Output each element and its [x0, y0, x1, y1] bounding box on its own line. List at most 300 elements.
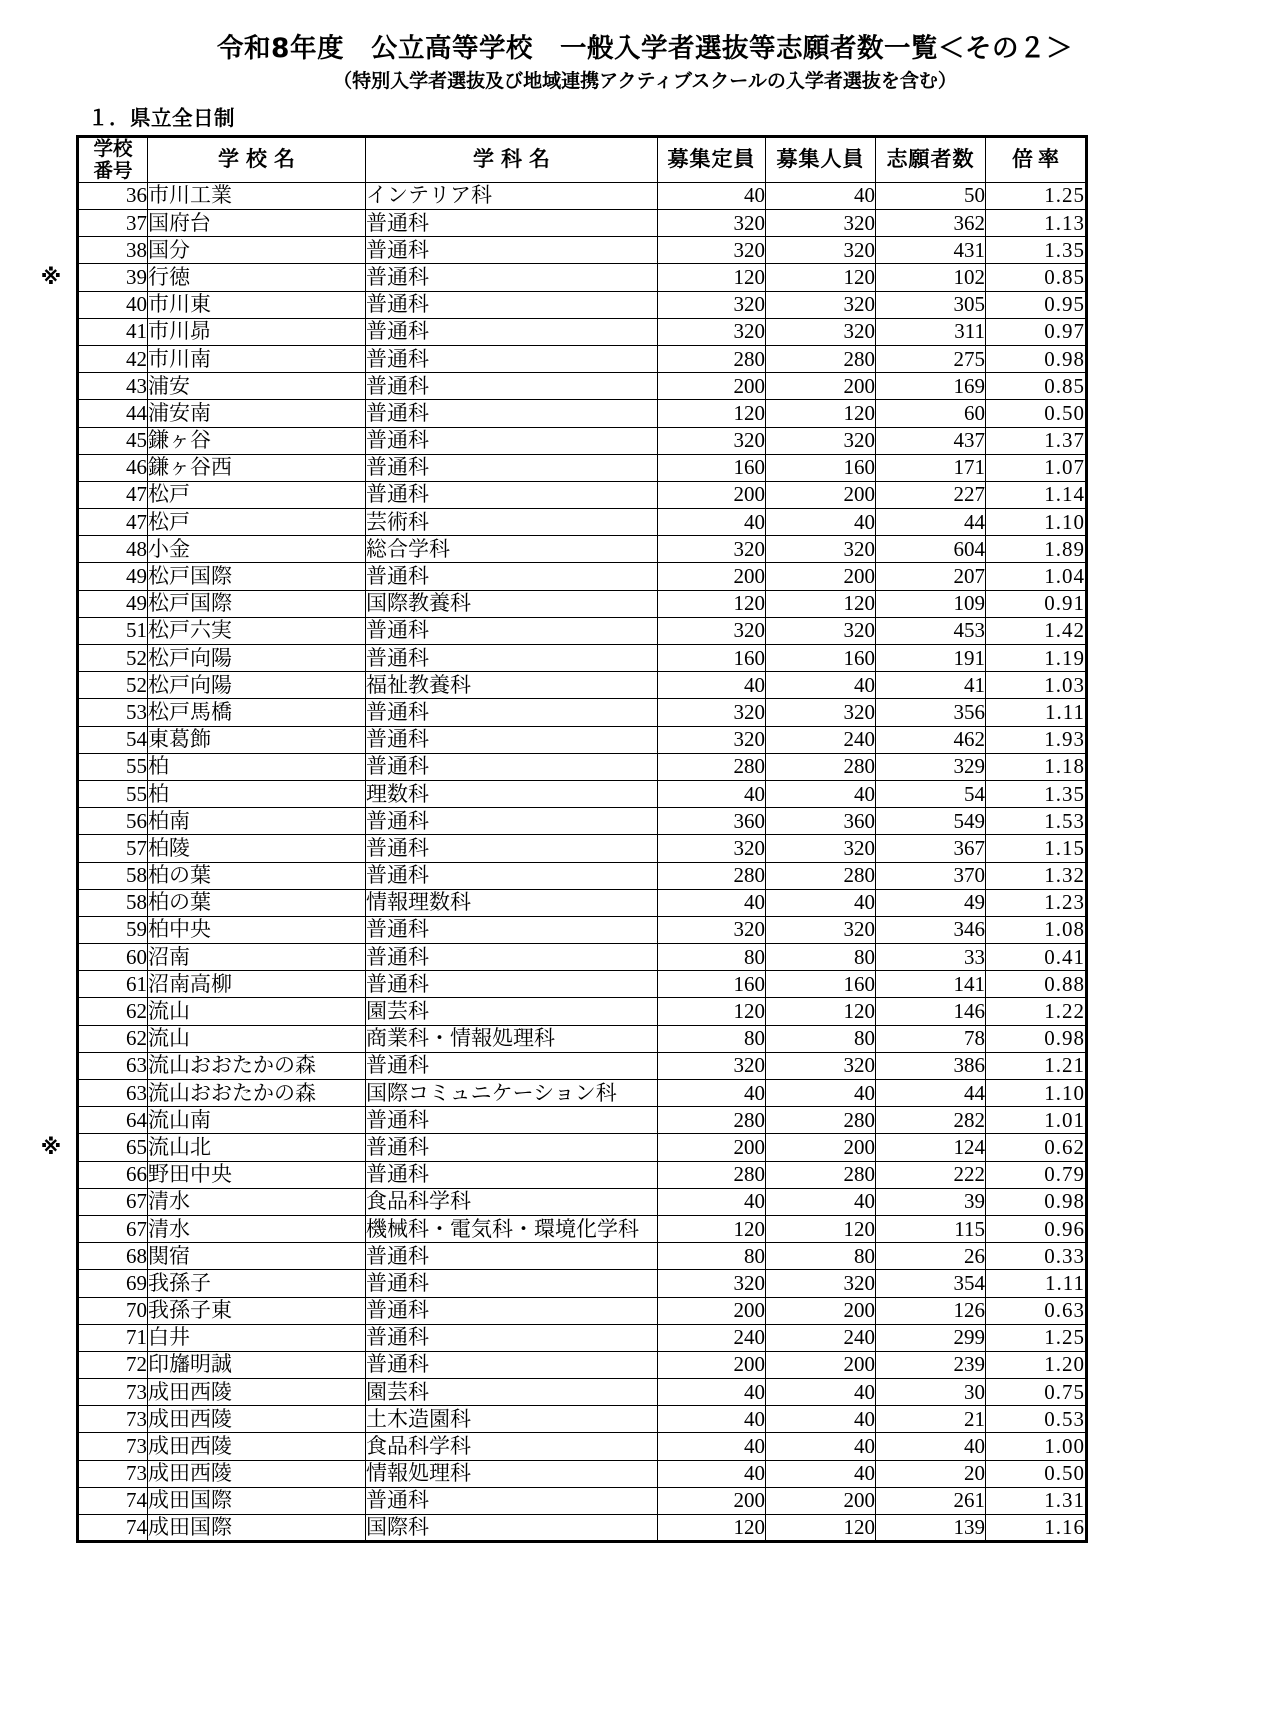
table-row	[78, 400, 1087, 427]
cell-dept: 普通科	[366, 264, 658, 291]
cell-capacity: 120	[766, 264, 876, 291]
column-header-ratio: 倍率	[986, 137, 1087, 183]
cell-school: 流山	[148, 998, 366, 1025]
table-row	[78, 1460, 1087, 1487]
cell-capacity: 320	[766, 916, 876, 943]
cell-capacity: 40	[766, 1379, 876, 1406]
cell-quota: 160	[658, 971, 766, 998]
cell-ratio: 1.19	[986, 645, 1087, 672]
cell-quota: 120	[658, 264, 766, 291]
cell-school: 沼南高柳	[148, 971, 366, 998]
cell-no: 47	[78, 509, 148, 536]
cell-school: 成田西陵	[148, 1406, 366, 1433]
cell-school: 流山おおたかの森	[148, 1052, 366, 1079]
cell-applicants: 386	[876, 1052, 986, 1079]
cell-quota: 320	[658, 318, 766, 345]
cell-ratio: 1.13	[986, 210, 1087, 237]
cell-capacity: 120	[766, 400, 876, 427]
cell-dept: 普通科	[366, 617, 658, 644]
cell-ratio: 1.35	[986, 237, 1087, 264]
cell-capacity: 200	[766, 1351, 876, 1378]
cell-dept: 普通科	[366, 862, 658, 889]
cell-ratio: 1.20	[986, 1351, 1087, 1378]
cell-dept: 国際教養科	[366, 590, 658, 617]
applicants-table	[76, 135, 1088, 1543]
cell-applicants: 33	[876, 944, 986, 971]
cell-school: 東葛飾	[148, 726, 366, 753]
cell-dept: 普通科	[366, 808, 658, 835]
cell-ratio: 1.37	[986, 427, 1087, 454]
cell-dept: 理数科	[366, 780, 658, 807]
cell-no: 58	[78, 862, 148, 889]
cell-capacity: 240	[766, 726, 876, 753]
cell-school: 成田西陵	[148, 1433, 366, 1460]
cell-no: 63	[78, 1052, 148, 1079]
table-row	[78, 373, 1087, 400]
cell-applicants: 191	[876, 645, 986, 672]
cell-school: 市川東	[148, 291, 366, 318]
cell-no: 59	[78, 916, 148, 943]
cell-dept: 普通科	[366, 944, 658, 971]
cell-school: 小金	[148, 536, 366, 563]
cell-quota: 320	[658, 916, 766, 943]
cell-dept: 食品科学科	[366, 1188, 658, 1215]
cell-capacity: 240	[766, 1324, 876, 1351]
cell-applicants: 102	[876, 264, 986, 291]
cell-school: 国府台	[148, 210, 366, 237]
table-row	[78, 1080, 1087, 1107]
cell-no: 72	[78, 1351, 148, 1378]
cell-no: 44	[78, 400, 148, 427]
table-row	[78, 1107, 1087, 1134]
cell-school: 行徳	[148, 264, 366, 291]
title-block	[0, 34, 1280, 94]
cell-applicants: 305	[876, 291, 986, 318]
cell-ratio: 0.63	[986, 1297, 1087, 1324]
cell-dept: 普通科	[366, 427, 658, 454]
cell-ratio: 1.07	[986, 454, 1087, 481]
cell-dept: 普通科	[366, 291, 658, 318]
cell-no: 49	[78, 590, 148, 617]
cell-school: 野田中央	[148, 1161, 366, 1188]
cell-applicants: 362	[876, 210, 986, 237]
cell-school: 柏陵	[148, 835, 366, 862]
cell-no: 69	[78, 1270, 148, 1297]
cell-ratio: 1.23	[986, 889, 1087, 916]
cell-dept: 情報処理科	[366, 1460, 658, 1487]
cell-school: 成田西陵	[148, 1379, 366, 1406]
cell-dept: 普通科	[366, 481, 658, 508]
cell-applicants: 207	[876, 563, 986, 590]
cell-ratio: 1.08	[986, 916, 1087, 943]
cell-applicants: 44	[876, 509, 986, 536]
cell-capacity: 320	[766, 237, 876, 264]
cell-dept: 普通科	[366, 835, 658, 862]
cell-dept: 普通科	[366, 1107, 658, 1134]
cell-applicants: 171	[876, 454, 986, 481]
cell-no: 53	[78, 699, 148, 726]
cell-ratio: 1.21	[986, 1052, 1087, 1079]
cell-no: 62	[78, 1025, 148, 1052]
cell-no: 48	[78, 536, 148, 563]
table-row	[78, 182, 1087, 209]
cell-no: 55	[78, 753, 148, 780]
cell-no: 65	[78, 1134, 148, 1161]
cell-ratio: 0.98	[986, 1025, 1087, 1052]
table-row	[78, 1351, 1087, 1378]
table-row	[78, 1134, 1087, 1161]
table-row	[78, 210, 1087, 237]
table-row	[78, 590, 1087, 617]
cell-applicants: 40	[876, 1433, 986, 1460]
table-row	[78, 916, 1087, 943]
cell-quota: 320	[658, 1270, 766, 1297]
cell-quota: 80	[658, 1025, 766, 1052]
cell-dept: 普通科	[366, 726, 658, 753]
cell-dept: 普通科	[366, 237, 658, 264]
cell-applicants: 115	[876, 1215, 986, 1242]
cell-ratio: 1.04	[986, 563, 1087, 590]
cell-no: 62	[78, 998, 148, 1025]
cell-dept: 普通科	[366, 210, 658, 237]
cell-dept: 園芸科	[366, 1379, 658, 1406]
cell-ratio: 0.88	[986, 971, 1087, 998]
table-row	[78, 617, 1087, 644]
cell-ratio: 1.03	[986, 672, 1087, 699]
cell-no: 38	[78, 237, 148, 264]
cell-applicants: 60	[876, 400, 986, 427]
cell-school: 松戸国際	[148, 590, 366, 617]
cell-capacity: 320	[766, 835, 876, 862]
table-row	[78, 1188, 1087, 1215]
cell-dept: 園芸科	[366, 998, 658, 1025]
page-subtitle: （特別入学者選抜及び地域連携アクティブスクールの入学者選抜を含む）	[333, 70, 957, 93]
cell-applicants: 354	[876, 1270, 986, 1297]
cell-school: 柏中央	[148, 916, 366, 943]
table-row	[78, 1324, 1087, 1351]
cell-dept: 普通科	[366, 318, 658, 345]
cell-capacity: 320	[766, 617, 876, 644]
cell-no: 49	[78, 563, 148, 590]
cell-no: 73	[78, 1433, 148, 1460]
cell-ratio: 0.91	[986, 590, 1087, 617]
cell-school: 我孫子東	[148, 1297, 366, 1324]
table-row	[78, 1433, 1087, 1460]
cell-ratio: 1.32	[986, 862, 1087, 889]
header-no-line1: 学校	[93, 137, 133, 161]
cell-school: 柏	[148, 753, 366, 780]
row-note-marker: ※	[40, 264, 62, 289]
cell-ratio: 1.89	[986, 536, 1087, 563]
cell-quota: 40	[658, 1460, 766, 1487]
table-row	[78, 318, 1087, 345]
cell-applicants: 41	[876, 672, 986, 699]
cell-no: 55	[78, 780, 148, 807]
table-row	[78, 264, 1087, 291]
cell-dept: 普通科	[366, 345, 658, 372]
cell-school: 国分	[148, 237, 366, 264]
cell-ratio: 1.35	[986, 780, 1087, 807]
cell-ratio: 0.41	[986, 944, 1087, 971]
cell-applicants: 124	[876, 1134, 986, 1161]
cell-dept: 普通科	[366, 645, 658, 672]
cell-school: 浦安南	[148, 400, 366, 427]
cell-quota: 120	[658, 590, 766, 617]
cell-capacity: 160	[766, 971, 876, 998]
cell-quota: 80	[658, 944, 766, 971]
cell-quota: 200	[658, 563, 766, 590]
cell-school: 市川昴	[148, 318, 366, 345]
table-row	[78, 427, 1087, 454]
cell-applicants: 346	[876, 916, 986, 943]
cell-quota: 120	[658, 1515, 766, 1542]
cell-school: 流山	[148, 1025, 366, 1052]
cell-school: 我孫子	[148, 1270, 366, 1297]
cell-no: 67	[78, 1188, 148, 1215]
cell-applicants: 20	[876, 1460, 986, 1487]
cell-applicants: 282	[876, 1107, 986, 1134]
table-row	[78, 1052, 1087, 1079]
cell-school: 松戸向陽	[148, 645, 366, 672]
cell-capacity: 80	[766, 1243, 876, 1270]
cell-applicants: 50	[876, 182, 986, 209]
cell-applicants: 49	[876, 889, 986, 916]
cell-ratio: 1.14	[986, 481, 1087, 508]
cell-dept: 普通科	[366, 971, 658, 998]
cell-quota: 160	[658, 645, 766, 672]
table-row	[78, 889, 1087, 916]
cell-school: 松戸馬橋	[148, 699, 366, 726]
cell-applicants: 139	[876, 1515, 986, 1542]
cell-applicants: 275	[876, 345, 986, 372]
cell-ratio: 1.25	[986, 182, 1087, 209]
cell-ratio: 1.01	[986, 1107, 1087, 1134]
cell-capacity: 320	[766, 1052, 876, 1079]
cell-capacity: 320	[766, 1270, 876, 1297]
cell-school: 松戸向陽	[148, 672, 366, 699]
cell-applicants: 437	[876, 427, 986, 454]
cell-school: 清水	[148, 1188, 366, 1215]
cell-capacity: 40	[766, 509, 876, 536]
cell-applicants: 26	[876, 1243, 986, 1270]
cell-ratio: 1.15	[986, 835, 1087, 862]
cell-no: 68	[78, 1243, 148, 1270]
cell-quota: 320	[658, 210, 766, 237]
cell-no: 63	[78, 1080, 148, 1107]
cell-dept: 普通科	[366, 1297, 658, 1324]
cell-quota: 40	[658, 889, 766, 916]
cell-capacity: 40	[766, 1080, 876, 1107]
cell-school: 沼南	[148, 944, 366, 971]
cell-no: 40	[78, 291, 148, 318]
cell-applicants: 329	[876, 753, 986, 780]
cell-ratio: 1.31	[986, 1487, 1087, 1514]
cell-school: 柏の葉	[148, 862, 366, 889]
cell-quota: 320	[658, 1052, 766, 1079]
table-row	[78, 835, 1087, 862]
cell-ratio: 0.98	[986, 1188, 1087, 1215]
cell-ratio: 1.10	[986, 509, 1087, 536]
table-row	[78, 563, 1087, 590]
table-row	[78, 1379, 1087, 1406]
cell-dept: 普通科	[366, 1351, 658, 1378]
cell-capacity: 200	[766, 563, 876, 590]
cell-applicants: 549	[876, 808, 986, 835]
cell-capacity: 200	[766, 1487, 876, 1514]
cell-quota: 240	[658, 1324, 766, 1351]
table-row	[78, 1161, 1087, 1188]
cell-quota: 80	[658, 1243, 766, 1270]
cell-applicants: 222	[876, 1161, 986, 1188]
cell-applicants: 78	[876, 1025, 986, 1052]
cell-ratio: 1.10	[986, 1080, 1087, 1107]
cell-no: 56	[78, 808, 148, 835]
table-row	[78, 1406, 1087, 1433]
cell-school: 市川南	[148, 345, 366, 372]
cell-applicants: 169	[876, 373, 986, 400]
cell-ratio: 1.25	[986, 1324, 1087, 1351]
cell-applicants: 21	[876, 1406, 986, 1433]
table-row	[78, 645, 1087, 672]
cell-dept: 普通科	[366, 400, 658, 427]
header-row	[78, 137, 1087, 183]
cell-ratio: 0.33	[986, 1243, 1087, 1270]
cell-dept: 商業科・情報処理科	[366, 1025, 658, 1052]
cell-school: 浦安	[148, 373, 366, 400]
cell-ratio: 1.93	[986, 726, 1087, 753]
cell-quota: 200	[658, 1134, 766, 1161]
cell-quota: 40	[658, 1188, 766, 1215]
cell-capacity: 160	[766, 454, 876, 481]
cell-school: 成田国際	[148, 1515, 366, 1542]
column-header-quota: 募集定員	[658, 137, 766, 183]
table-row	[78, 454, 1087, 481]
cell-dept: 福祉教養科	[366, 672, 658, 699]
cell-ratio: 1.11	[986, 1270, 1087, 1297]
cell-quota: 280	[658, 345, 766, 372]
cell-no: 43	[78, 373, 148, 400]
cell-no: 73	[78, 1379, 148, 1406]
section-heading: １．県立全日制	[88, 106, 235, 131]
cell-quota: 320	[658, 617, 766, 644]
cell-capacity: 40	[766, 1406, 876, 1433]
table-row	[78, 726, 1087, 753]
cell-capacity: 320	[766, 210, 876, 237]
cell-capacity: 360	[766, 808, 876, 835]
cell-capacity: 320	[766, 427, 876, 454]
cell-school: 柏	[148, 780, 366, 807]
cell-ratio: 0.85	[986, 373, 1087, 400]
cell-applicants: 299	[876, 1324, 986, 1351]
cell-quota: 280	[658, 1161, 766, 1188]
cell-capacity: 40	[766, 672, 876, 699]
cell-applicants: 30	[876, 1379, 986, 1406]
table-row	[78, 1487, 1087, 1514]
table-row	[78, 998, 1087, 1025]
cell-no: 71	[78, 1324, 148, 1351]
cell-applicants: 462	[876, 726, 986, 753]
cell-no: 61	[78, 971, 148, 998]
cell-capacity: 40	[766, 182, 876, 209]
cell-quota: 120	[658, 1215, 766, 1242]
cell-ratio: 0.62	[986, 1134, 1087, 1161]
cell-applicants: 367	[876, 835, 986, 862]
cell-dept: 普通科	[366, 373, 658, 400]
column-header-department-name: 学科名	[366, 137, 658, 183]
cell-no: 58	[78, 889, 148, 916]
cell-no: 74	[78, 1487, 148, 1514]
cell-no: 52	[78, 645, 148, 672]
cell-quota: 280	[658, 1107, 766, 1134]
table-row	[78, 944, 1087, 971]
cell-school: 市川工業	[148, 182, 366, 209]
cell-no: 45	[78, 427, 148, 454]
cell-applicants: 356	[876, 699, 986, 726]
cell-capacity: 320	[766, 291, 876, 318]
cell-quota: 200	[658, 1487, 766, 1514]
cell-capacity: 40	[766, 889, 876, 916]
cell-capacity: 120	[766, 590, 876, 617]
cell-dept: 普通科	[366, 1052, 658, 1079]
cell-applicants: 604	[876, 536, 986, 563]
cell-dept: 土木造園科	[366, 1406, 658, 1433]
page-title: 令和8年度 公立高等学校 一般入学者選抜等志願者数一覧＜その２＞	[217, 33, 1073, 64]
cell-school: 柏の葉	[148, 889, 366, 916]
cell-dept: 普通科	[366, 1134, 658, 1161]
cell-school: 成田国際	[148, 1487, 366, 1514]
cell-ratio: 1.16	[986, 1515, 1087, 1542]
cell-no: 67	[78, 1215, 148, 1242]
cell-no: 70	[78, 1297, 148, 1324]
column-header-capacity: 募集人員	[766, 137, 876, 183]
cell-applicants: 453	[876, 617, 986, 644]
table-row	[78, 509, 1087, 536]
cell-ratio: 1.42	[986, 617, 1087, 644]
cell-school: 白井	[148, 1324, 366, 1351]
cell-ratio: 0.79	[986, 1161, 1087, 1188]
cell-no: 66	[78, 1161, 148, 1188]
cell-ratio: 1.11	[986, 699, 1087, 726]
cell-quota: 320	[658, 536, 766, 563]
table-row	[78, 1243, 1087, 1270]
cell-ratio: 1.53	[986, 808, 1087, 835]
cell-no: 41	[78, 318, 148, 345]
cell-dept: 国際コミュニケーション科	[366, 1080, 658, 1107]
cell-quota: 40	[658, 672, 766, 699]
cell-capacity: 320	[766, 699, 876, 726]
cell-no: 51	[78, 617, 148, 644]
cell-capacity: 40	[766, 1188, 876, 1215]
table-row	[78, 481, 1087, 508]
cell-no: 39	[78, 264, 148, 291]
cell-capacity: 40	[766, 780, 876, 807]
cell-applicants: 431	[876, 237, 986, 264]
table-row	[78, 1515, 1087, 1542]
cell-capacity: 80	[766, 1025, 876, 1052]
cell-dept: 普通科	[366, 454, 658, 481]
cell-applicants: 141	[876, 971, 986, 998]
cell-school: 松戸六実	[148, 617, 366, 644]
cell-dept: インテリア科	[366, 182, 658, 209]
cell-dept: 普通科	[366, 699, 658, 726]
row-note-marker: ※	[40, 1134, 62, 1159]
table-row	[78, 1297, 1087, 1324]
table-row	[78, 345, 1087, 372]
cell-school: 印旛明誠	[148, 1351, 366, 1378]
cell-dept: 普通科	[366, 916, 658, 943]
cell-dept: 総合学科	[366, 536, 658, 563]
cell-school: 流山北	[148, 1134, 366, 1161]
